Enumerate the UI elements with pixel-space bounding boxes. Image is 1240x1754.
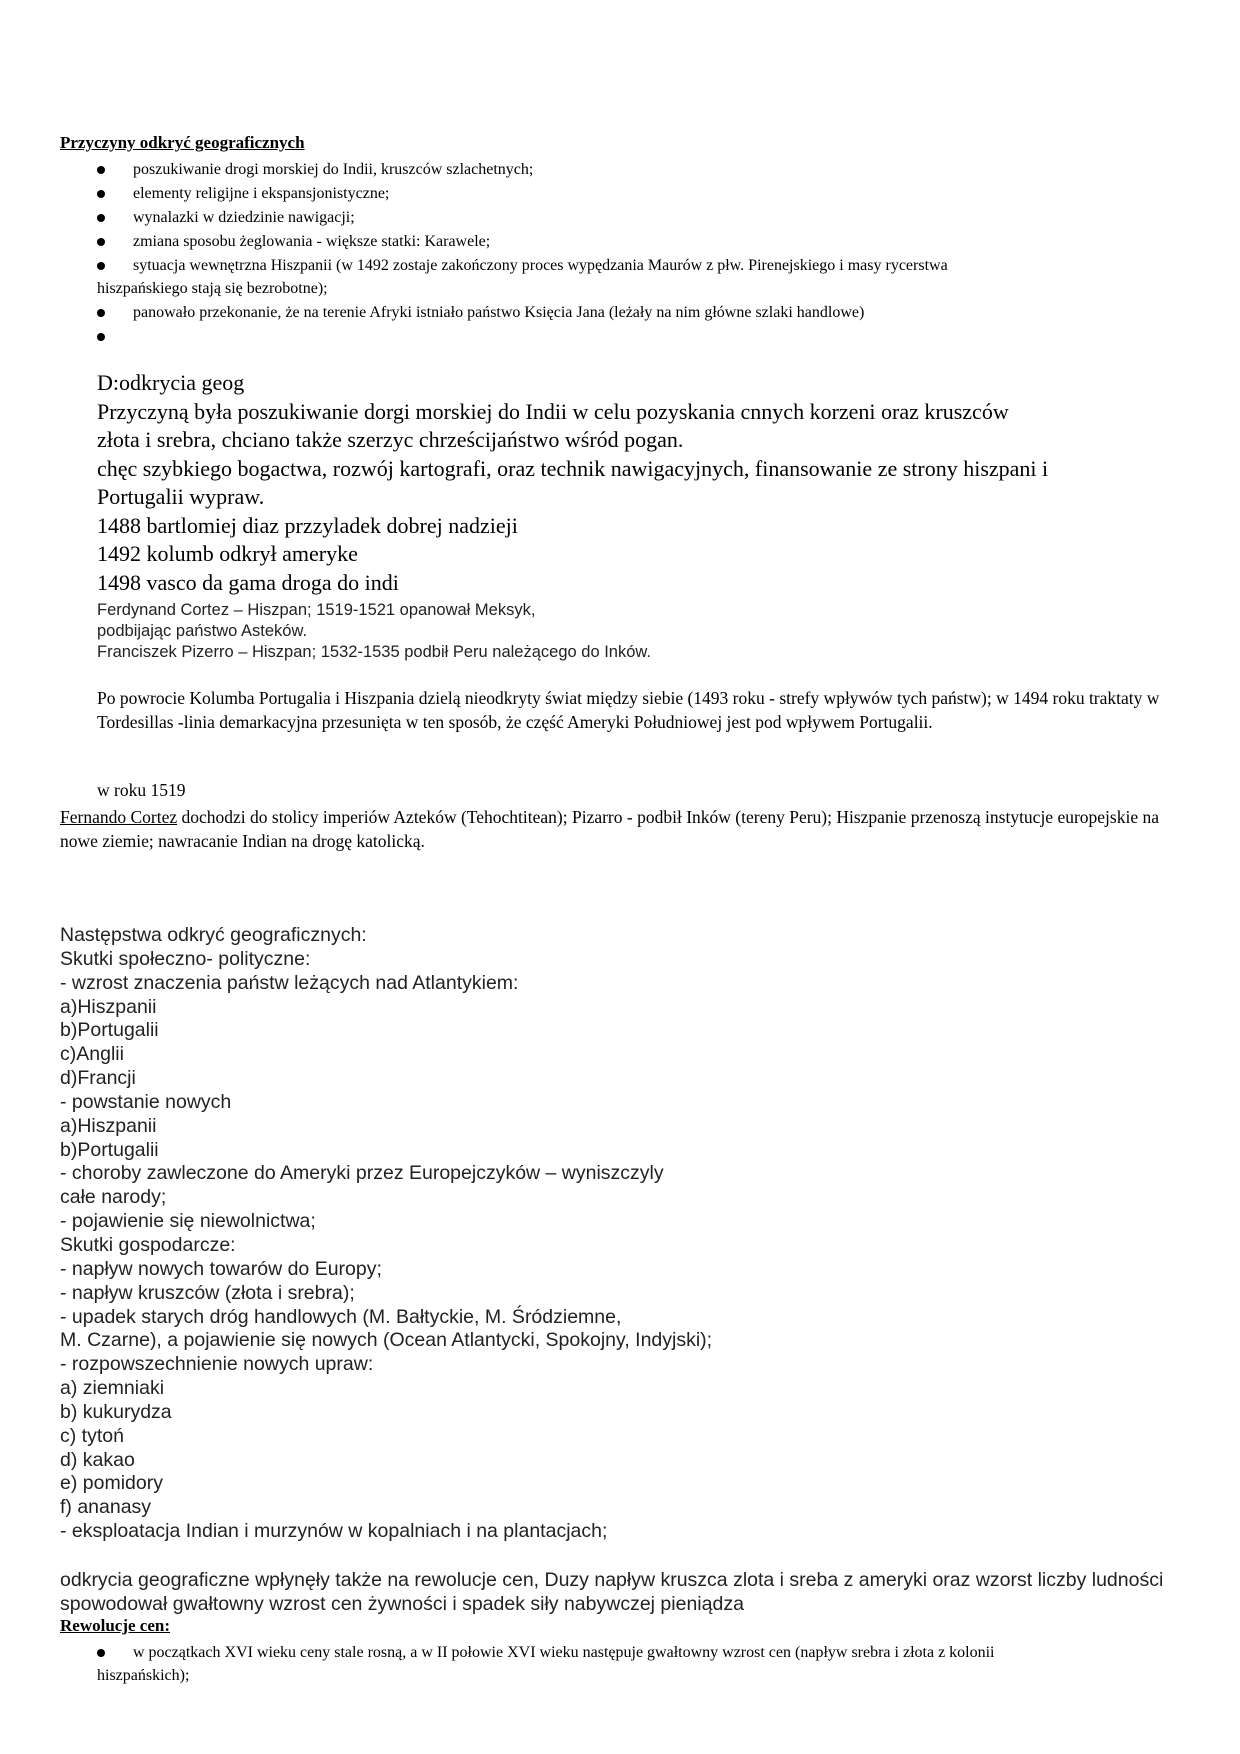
notes-line: chęc szybkiego bogactwa, rozwój kartografi, oraz technik nawigacyjnych, finansowanie ze strony hiszpani i: [97, 455, 1049, 481]
bullet-icon: [97, 1649, 105, 1657]
notes-line: Portugalii wypraw.: [97, 484, 265, 509]
list-item: całe narody;: [60, 1186, 167, 1209]
list-item: c)Anglii: [60, 1043, 124, 1066]
heading-price-revolution: Rewolucje cen:: [60, 1616, 170, 1635]
list-item: b)Portugalii: [60, 1019, 159, 1042]
notes-line: 1492 kolumb odkrył ameryke: [97, 541, 358, 566]
list-item: zmiana sposobu żeglowania - większe statki: Karawele;: [97, 230, 1197, 253]
notes-block: [97, 369, 1207, 597]
notes-line: Franciszek Pizerro – Hiszpan; 1532-1535 podbił Peru należącego do Inków.: [97, 643, 651, 661]
bullet-icon: [97, 333, 105, 341]
cortez-link: Fernando Cortez: [60, 807, 178, 827]
list-item: b)Portugalii: [60, 1138, 159, 1161]
heading-causes: Przyczyny odkryć geograficznych: [60, 133, 305, 152]
list-item: - powstanie nowych: [60, 1090, 232, 1113]
notes-line: 1488 bartlomiej diaz przzyladek dobrej nadzieji: [97, 512, 518, 538]
list-item: - wzrost znaczenia państw leżących nad Atlantykiem:: [60, 971, 519, 994]
bullet-icon: [97, 262, 105, 270]
consequences-list: [60, 924, 712, 1544]
causes-bullet-list: [97, 158, 1197, 325]
notes-line: Przyczyną była poszukiwanie dorgi morskiej do Indii w celu pozyskania cnnych korzeni oraz kruszców: [97, 398, 1009, 424]
list-item: Następstwa odkryć geograficznych:: [60, 924, 367, 946]
list-item: - napływ kruszców (złota i srebra);: [60, 1281, 355, 1304]
list-item: M. Czarne), a pojawienie się nowych (Ocean Atlantycki, Spokojny, Indyjski);: [60, 1329, 713, 1352]
list-item: sytuacja wewnętrzna Hiszpanii (w 1492 zostaje zakończony proces wypędzania Maurów z płw. Pirenejskiego i masy rycerstwa hiszpańskiego stają się bezrobotne);: [97, 257, 948, 297]
list-item: c) tytoń: [60, 1424, 124, 1447]
list-item: b) kukurydza: [60, 1400, 172, 1423]
prices-bullet-list: [97, 1641, 1177, 1687]
list-item: f) ananasy: [60, 1496, 152, 1519]
list-item: a) ziemniaki: [60, 1377, 165, 1400]
paragraph-return: Po powrocie Kolumba Portugalia i Hiszpania dzielą nieodkryty świat między siebie (1493 roku - strefy wpływów tych państw); w 1494 roku traktaty w Tordesillas -linia demarkacyjna przesunięta w ten sposób, że część Ameryki Południowej jest pod wpływem Portugalii.: [97, 688, 1160, 732]
paragraph-cortez: Fernando Cortez dochodzi do stolicy imperiów Azteków (Tehochtitean); Pizarro - podbił Inków (tereny Peru); Hiszpanie przenoszą instytucje europejskie na nowe ziemie; nawracanie Indian na drogę katolicką.: [60, 807, 1160, 851]
list-item: - upadek starych dróg handlowych (M. Bałtyckie, M. Śródziemne,: [60, 1305, 622, 1328]
bullet-icon: [97, 309, 105, 317]
list-item: wynalazki w dziedzinie nawigacji;: [97, 206, 1197, 229]
list-item: - pojawienie się niewolnictwa;: [60, 1210, 316, 1233]
list-item: - eksploatacja Indian i murzynów w kopalniach i na plantacjach;: [60, 1520, 608, 1543]
list-item: poszukiwanie drogi morskiej do Indii, kruszców szlachetnych;: [97, 158, 1197, 181]
list-item: - choroby zawleczone do Ameryki przez Europejczyków – wyniszczyly: [60, 1162, 664, 1185]
list-item: d) kakao: [60, 1448, 135, 1471]
list-item: - rozpowszechnienie nowych upraw:: [60, 1353, 374, 1376]
notes-line: złota i srebra, chciano także szerzyc chrześcijaństwo wśród pogan.: [97, 427, 684, 452]
year-line: w roku 1519: [97, 780, 186, 800]
list-item: panowało przekonanie, że na terenie Afryki istniało państwo Księcia Jana (leżały na nim główne szlaki handlowe): [97, 301, 1197, 324]
notes-line: D:odkrycia geog: [97, 370, 245, 395]
list-item: Skutki gospodarcze:: [60, 1233, 236, 1256]
list-item: w początkach XVI wieku ceny stale rosną, a w II połowie XVI wieku następuje gwałtowny wzrost cen (napływ srebra i złota z kolonii hiszpańskich);: [97, 1644, 995, 1684]
closing-paragraph: odkrycia geograficzne wpłynęły także na rewolucje cen, Duzy napływ kruszca zlota i sreba z ameryki oraz wzorst liczby ludności spowodował gwałtowny wzrost cen żywności i spadek siły nabywczej pieniądza: [60, 1569, 1164, 1615]
list-item: a)Hiszpanii: [60, 995, 157, 1018]
bullet-icon: [97, 190, 105, 198]
bullet-icon: [97, 238, 105, 246]
list-item: Skutki społeczno- polityczne:: [60, 947, 311, 970]
list-item: d)Francji: [60, 1067, 136, 1090]
conquest-notes: [97, 600, 651, 663]
bullet-icon: [97, 166, 105, 174]
list-item: a)Hiszpanii: [60, 1114, 157, 1137]
list-item: elementy religijne i ekspansjonistyczne;: [97, 182, 1197, 205]
list-item: e) pomidory: [60, 1472, 163, 1495]
notes-line: podbijając państwo Asteków.: [97, 622, 308, 640]
notes-line: 1498 vasco da gama droga do indi: [97, 569, 399, 595]
bullet-icon: [97, 214, 105, 222]
notes-line: Ferdynand Cortez – Hiszpan; 1519-1521 opanował Meksyk,: [97, 601, 536, 619]
list-item: - napływ nowych towarów do Europy;: [60, 1257, 382, 1280]
